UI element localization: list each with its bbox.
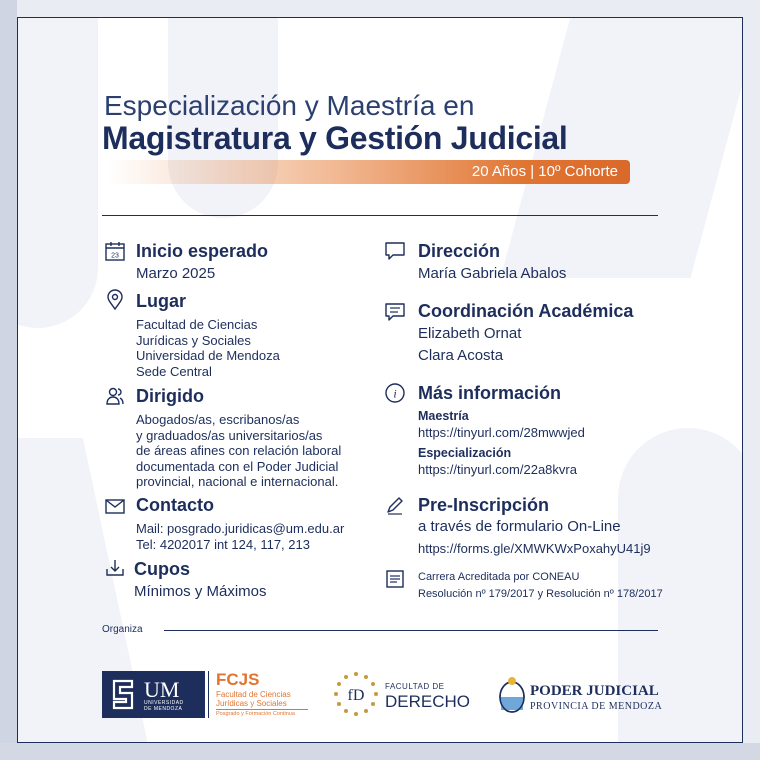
cohort-ribbon-text: 20 Años | 10º Cohorte: [471, 163, 618, 180]
fcjs-underline: [216, 709, 308, 710]
contacto-phone: Tel: 4202017 int 124, 117, 213: [136, 537, 310, 552]
poder-sub: PROVINCIA DE MENDOZA: [530, 701, 663, 712]
contacto-email[interactable]: Mail: posgrado.juridicas@um.edu.ar: [136, 521, 345, 536]
download-tray-icon: [104, 557, 126, 579]
um-sub-line: UNIVERSIDAD: [144, 700, 184, 706]
chat-lines-icon: [384, 301, 406, 323]
info-icon: [384, 382, 406, 404]
acreditacion-line: Resolución nº 179/2017 y Resolución nº 178/2017: [418, 588, 663, 600]
especializacion-link[interactable]: https://tinyurl.com/22a8kvra: [418, 462, 577, 477]
poder-main: PODER JUDICIAL: [530, 683, 659, 699]
um-letters: UM: [144, 677, 180, 702]
dirigido-line: provincial, nacional e internacional.: [136, 474, 339, 489]
title-line-2: Magistratura y Gestión Judicial: [102, 120, 568, 156]
dirigido-line: de áreas afines con relación laboral: [136, 443, 342, 458]
especializacion-label: Especialización: [418, 446, 512, 460]
logo-separator: [208, 671, 209, 718]
lugar-line: Facultad de Ciencias: [136, 317, 258, 332]
header-divider: [102, 215, 658, 216]
preinscripcion-link[interactable]: https://forms.gle/XMWKWxPoxahyU41j9: [418, 541, 651, 556]
location-pin-icon: [104, 289, 126, 311]
lugar-title: Lugar: [136, 291, 187, 311]
dirigido-line: documentada con el Poder Judicial: [136, 458, 339, 474]
derecho-main: DERECHO: [385, 692, 471, 711]
svg-text:i: i: [393, 386, 397, 401]
inicio-value: Marzo 2025: [136, 265, 216, 282]
coordinacion-line: Elizabeth Ornat: [418, 325, 522, 342]
people-icon: [104, 385, 126, 407]
direccion-value: María Gabriela Abalos: [418, 265, 567, 282]
direccion-title: Dirección: [418, 241, 501, 261]
um-emblem-icon: [108, 677, 138, 712]
watermark-shape: [17, 17, 98, 328]
contacto-title: Contacto: [136, 495, 214, 515]
dirigido-title: Dirigido: [136, 386, 204, 406]
preinscripcion-value: a través de formulario On-Line: [418, 518, 621, 535]
um-sub-line: DE MENDOZA: [144, 706, 183, 712]
cupos-value: Mínimos y Máximos: [134, 583, 267, 600]
fcjs-title: FCJS: [216, 670, 260, 689]
lugar-line: Universidad de Mendoza: [136, 348, 280, 363]
fcjs-line: Facultad de Ciencias: [216, 690, 291, 699]
pencil-icon: [384, 494, 406, 516]
coordinacion-line: Clara Acosta: [418, 347, 504, 364]
cupos-title: Cupos: [134, 559, 190, 579]
fcjs-line: Jurídicas y Sociales: [216, 699, 287, 708]
lugar-line: Sede Central: [136, 363, 212, 379]
document-icon: [384, 568, 406, 590]
envelope-icon: [104, 495, 126, 517]
speech-bubble-icon: [384, 240, 406, 262]
mendoza-shield-icon: [498, 676, 526, 714]
maestria-link[interactable]: https://tinyurl.com/28mwwjed: [418, 425, 585, 440]
derecho-monogram: fD: [347, 687, 365, 704]
inicio-title: Inicio esperado: [136, 241, 269, 261]
footer-divider: [164, 630, 658, 631]
acreditacion-line: Carrera Acreditada por CONEAU: [418, 571, 580, 583]
derecho-laurel-icon: [333, 671, 379, 717]
derecho-top: FACULTAD DE: [385, 682, 445, 691]
maestria-label: Maestría: [418, 409, 469, 423]
background-watermark-bottom: [0, 743, 760, 760]
content-panel: [17, 17, 743, 743]
um-logo: [102, 671, 205, 718]
dirigido-line: y graduados/as universitarios/as: [136, 427, 323, 443]
lugar-line: Jurídicas y Sociales: [136, 332, 251, 348]
mas-info-title: Más información: [418, 383, 562, 403]
dirigido-line: Abogados/as, escribanos/as: [136, 412, 300, 427]
organiza-label: Organiza: [102, 624, 143, 635]
title-line-1: Especialización y Maestría en: [104, 90, 475, 121]
coordinacion-title: Coordinación Académica: [418, 301, 634, 321]
calendar-icon-day: 23: [111, 252, 119, 260]
fcjs-tag: Posgrado y Formación Continua: [216, 711, 295, 717]
background-watermark-left: [0, 0, 17, 760]
preinscripcion-title: Pre-Inscripción: [418, 495, 550, 515]
cohort-ribbon: [108, 160, 630, 184]
calendar-icon: [104, 240, 126, 262]
